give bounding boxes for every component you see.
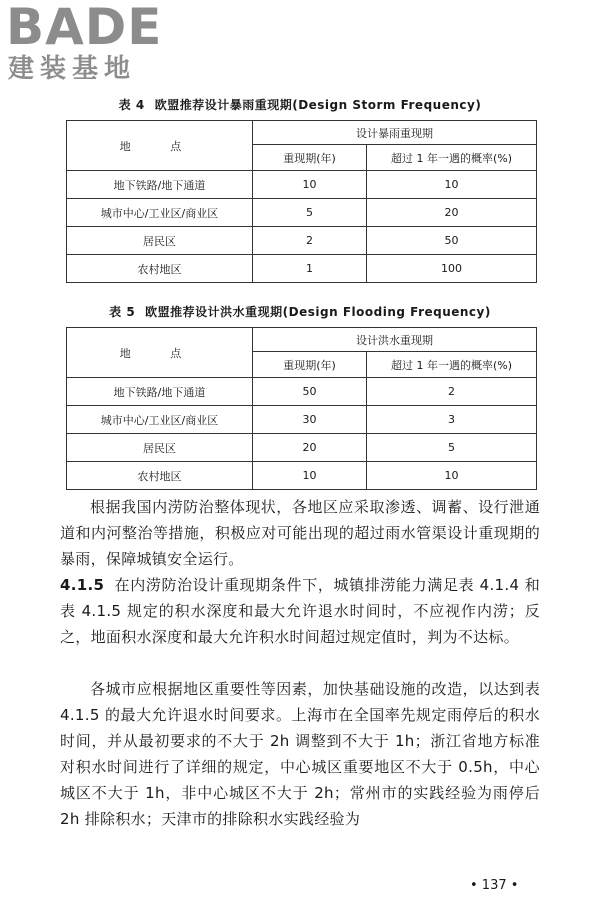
table5-period: 10	[253, 462, 367, 490]
table4-prob: 50	[367, 227, 537, 255]
table5-location: 居民区	[67, 434, 253, 462]
table-row	[67, 255, 537, 283]
table5-prob-header: 超过 1 年一遇的概率(%)	[367, 352, 537, 378]
table-row	[67, 227, 537, 255]
table5-prob: 3	[367, 406, 537, 434]
table4-location-header: 地 点	[67, 121, 253, 171]
table4-period: 1	[253, 255, 367, 283]
bade-logo	[6, 2, 176, 88]
table4-group-header: 设计暴雨重现期	[253, 121, 537, 145]
table4-location: 农村地区	[67, 255, 253, 283]
table5-period: 30	[253, 406, 367, 434]
table5	[66, 327, 537, 490]
table5-location: 农村地区	[67, 462, 253, 490]
table-row	[67, 462, 537, 490]
logo-wordmark: BADE	[6, 0, 163, 56]
section-number: 4.1.5	[60, 576, 105, 594]
body-paragraph-2	[60, 572, 540, 650]
table5-group-header: 设计洪水重现期	[253, 328, 537, 352]
table-row	[67, 171, 537, 199]
body-paragraph-1: 根据我国内涝防治整体现状，各地区应采取渗透、调蓄、设行泄通道和内河整治等措施，积极应对可能出现的超过雨水管渠设计重现期的暴雨，保障城镇安全运行。	[60, 498, 540, 568]
table4-prob: 100	[367, 255, 537, 283]
table4-location: 地下铁路/地下通道	[67, 171, 253, 199]
table5-title: 欧盟推荐设计洪水重现期(Design Flooding Frequency)	[145, 305, 491, 319]
table4	[66, 120, 537, 283]
table4-location: 城市中心/工业区/商业区	[67, 199, 253, 227]
table4-location: 居民区	[67, 227, 253, 255]
table5-prob: 2	[367, 378, 537, 406]
table4-prob: 20	[367, 199, 537, 227]
body-paragraph-3: 各城市应根据地区重要性等因素，加快基础设施的改造，以达到表 4.1.5 的最大允许退水时间要求。上海市在全国率先规定雨停后的积水时间，并从最初要求的不大于 2h 调整到不大于 1h；浙江省地方标准对积水时间进行了详细的规定，中心城区重要地区不大于 0.5h，中心城区不大于 1h，非中心城区不大于 2h；常州市的实践经验为雨停后 2h 排除积水；天津市的排除积水实践经验为	[60, 680, 540, 828]
table5-caption	[0, 303, 600, 320]
table-row	[67, 434, 537, 462]
table4-period: 2	[253, 227, 367, 255]
table5-location: 地下铁路/地下通道	[67, 378, 253, 406]
table5-prob: 5	[367, 434, 537, 462]
table4-period-header: 重现期(年)	[253, 145, 367, 171]
table5-period: 20	[253, 434, 367, 462]
table4-period: 5	[253, 199, 367, 227]
table4-caption	[0, 96, 600, 113]
table-row	[67, 406, 537, 434]
table5-label: 表 5	[109, 305, 136, 319]
table5-prob: 10	[367, 462, 537, 490]
table-row	[67, 199, 537, 227]
table4-label: 表 4	[118, 98, 145, 112]
table5-period-header: 重现期(年)	[253, 352, 367, 378]
table5-period: 50	[253, 378, 367, 406]
table4-period: 10	[253, 171, 367, 199]
logo-subtitle: 建装基地	[8, 54, 137, 84]
table-row	[67, 378, 537, 406]
table4-title: 欧盟推荐设计暴雨重现期(Design Storm Frequency)	[154, 98, 482, 112]
section-text: 在内涝防治设计重现期条件下，城镇排涝能力满足表 4.1.4 和表 4.1.5 规定的积水深度和最大允许退水时间时，不应视作内涝；反之，地面积水深度和最大允许积水时间超过规定值时，判为不达标。	[60, 576, 540, 646]
table5-location: 城市中心/工业区/商业区	[67, 406, 253, 434]
page-number: • 137 •	[470, 878, 519, 893]
table5-location-header: 地 点	[67, 328, 253, 378]
table4-prob-header: 超过 1 年一遇的概率(%)	[367, 145, 537, 171]
table4-prob: 10	[367, 171, 537, 199]
